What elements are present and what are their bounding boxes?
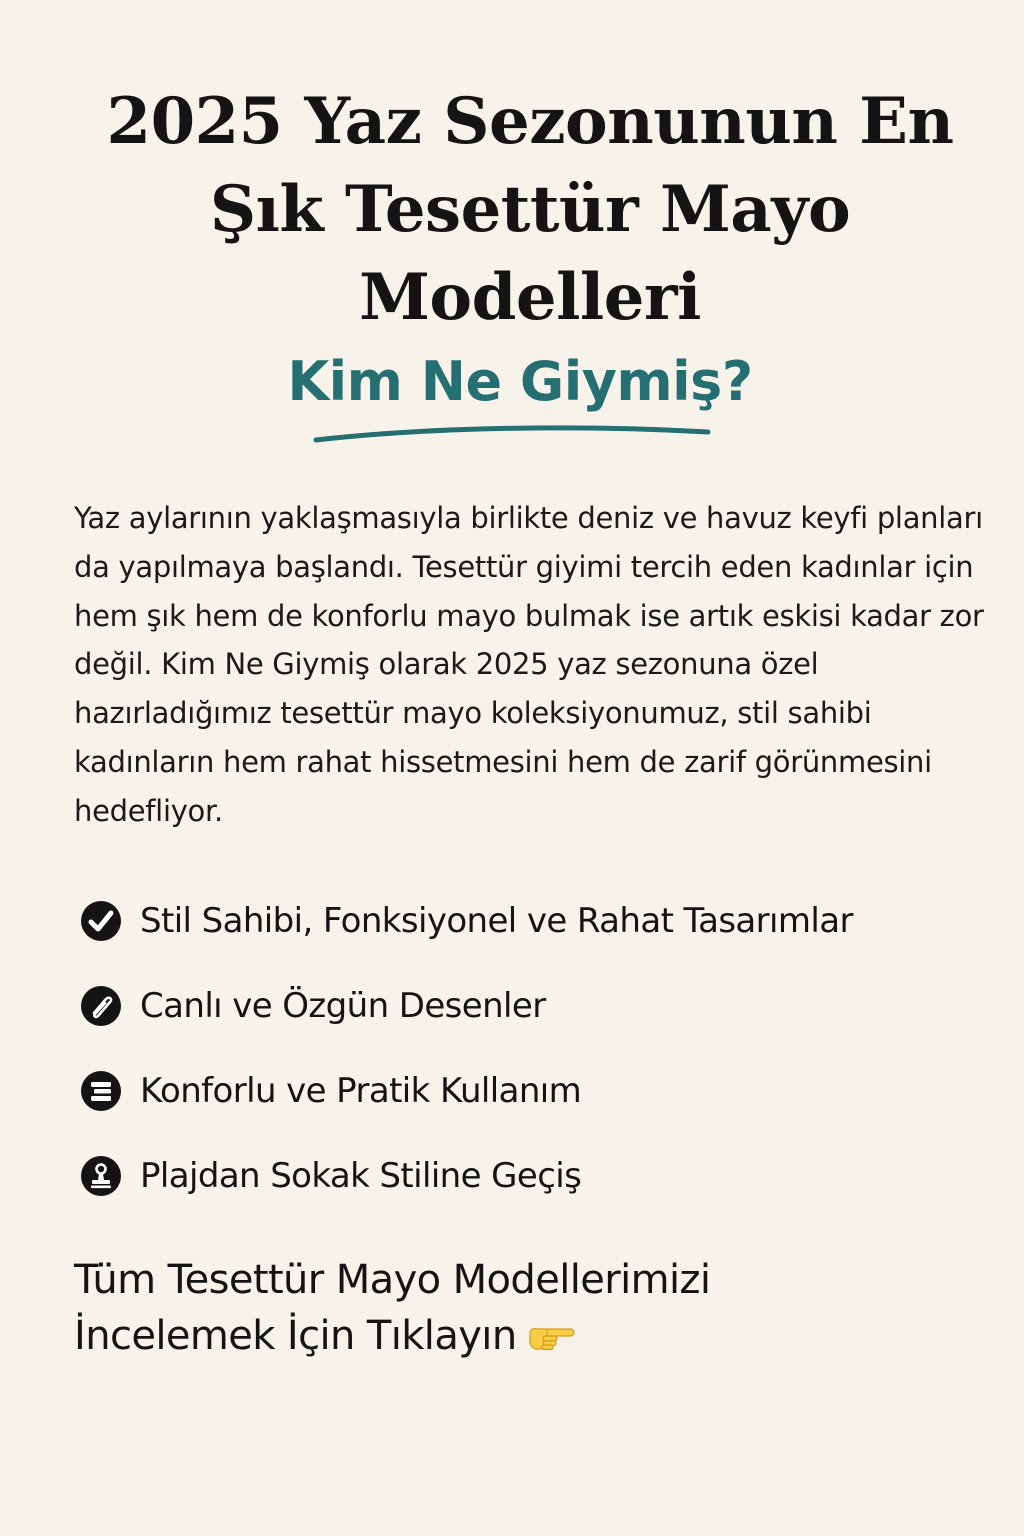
feature-label: Canlı ve Özgün Desenler [140,985,546,1026]
intro-paragraph: Yaz aylarının yaklaşmasıyla birlikte deniz ve havuz keyfi planları da yapılmaya başlandı. Tesettür giyimi tercih eden kadınlar için hem şık hem de konforlu mayo bulmak ise artık eskisi kadar zor değil. Kim Ne Giymiş olarak 2025 yaz sezonuna özel hazırladığımız tesettür mayo koleksiyonumuz, stil sahibi kadınların hem rahat hissetmesini hem de zarif görünmesini hedefliyor. [74,501,984,828]
pointing-hand-icon [525,1321,577,1355]
checkmark-icon [80,900,122,942]
feature-label: Konforlu ve Pratik Kullanım [140,1070,582,1111]
article-title: 2025 Yaz Sezonunun En Şık Tesettür Mayo Modelleri [106,84,954,335]
cta-label[interactable]: Tüm Tesettür Mayo Modellerimizi İncelemek İçin Tıklayın [74,1257,711,1359]
feature-label: Stil Sahibi, Fonksiyonel ve Rahat Tasarımlar [140,900,853,941]
feature-list [80,878,980,1218]
feature-label: Plajdan Sokak Stiline Geçiş [140,1155,582,1196]
feature-item [80,878,980,963]
subtitle-underline [310,418,714,452]
article-subtitle: Kim Ne Giymiş? [287,350,753,413]
layers-icon [80,1070,122,1112]
feature-item [80,963,980,1048]
stamp-icon [80,1155,122,1197]
feature-item [80,1133,980,1218]
view-all-swimwear-link[interactable] [74,1252,854,1364]
feature-item [80,1048,980,1133]
paperclip-icon [80,985,122,1027]
